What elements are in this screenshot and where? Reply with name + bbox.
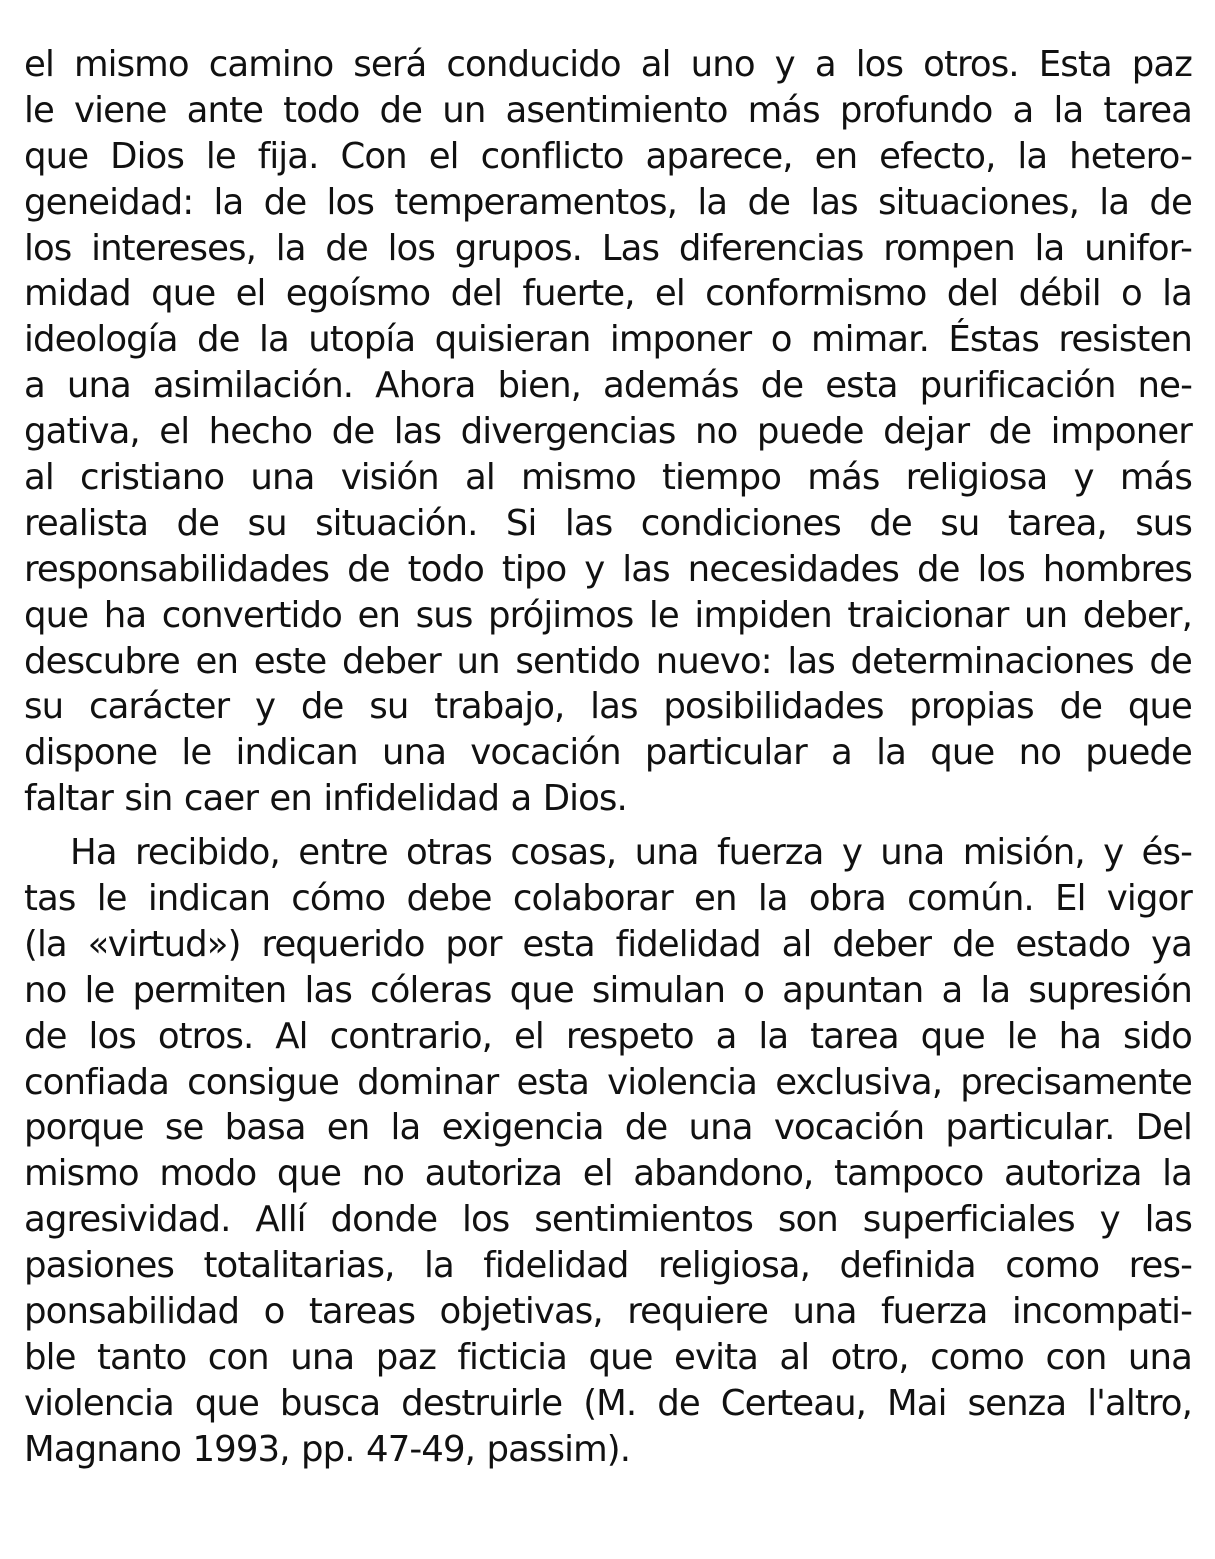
text-line: violencia que busca destruirle (M. de Certeau, Mai senza l'altro, bbox=[24, 1382, 1192, 1424]
text-line: responsabilidades de todo tipo y las necesidades de los hombres bbox=[24, 548, 1192, 590]
text-line: realista de su situación. Si las condiciones de su tarea, sus bbox=[24, 502, 1192, 544]
text-line: tas le indican cómo debe colaborar en la obra común. El vigor bbox=[24, 878, 1192, 920]
text-line: su carácter y de su trabajo, las posibilidades propias de que bbox=[24, 686, 1192, 728]
paragraph-gap bbox=[24, 822, 1192, 830]
text-line: faltar sin caer en infidelidad a Dios. bbox=[24, 778, 627, 820]
paragraph-1 bbox=[24, 42, 1192, 822]
text-line: le viene ante todo de un asentimiento más profundo a la tarea bbox=[24, 89, 1192, 131]
text-line: el mismo camino será conducido al uno y a los otros. Esta paz bbox=[24, 44, 1192, 85]
text-line: los intereses, la de los grupos. Las diferencias rompen la unifor- bbox=[24, 227, 1192, 269]
text-line: confiada consigue dominar esta violencia exclusiva, precisamente bbox=[24, 1061, 1192, 1103]
text-line: gativa, el hecho de las divergencias no puede dejar de imponer bbox=[24, 411, 1192, 453]
text-line: al cristiano una visión al mismo tiempo más religiosa y más bbox=[24, 457, 1192, 499]
text-line: ponsabilidad o tareas objetivas, requiere una fuerza incompati- bbox=[24, 1291, 1192, 1333]
text-line: geneidad: la de los temperamentos, la de las situaciones, la de bbox=[24, 181, 1192, 223]
text-line: ble tanto con una paz ficticia que evita al otro, como con una bbox=[24, 1336, 1192, 1378]
text-line: (la «virtud») requerido por esta fidelidad al deber de estado ya bbox=[24, 923, 1192, 965]
text-line: no le permiten las cóleras que simulan o apuntan a la supresión bbox=[24, 969, 1192, 1011]
text-line: Magnano 1993, pp. 47-49, passim). bbox=[24, 1428, 631, 1470]
text-line: a una asimilación. Ahora bien, además de esta purificación ne- bbox=[24, 365, 1192, 407]
text-line: de los otros. Al contrario, el respeto a la tarea que le ha sido bbox=[24, 1015, 1192, 1057]
document-page bbox=[24, 42, 1192, 1473]
text-line: porque se basa en la exigencia de una vocación particular. Del bbox=[24, 1107, 1192, 1149]
text-line: Ha recibido, entre otras cosas, una fuerza y una misión, y és- bbox=[70, 832, 1192, 874]
text-line: ideología de la utopía quisieran imponer o mimar. Éstas resisten bbox=[24, 319, 1192, 361]
text-line: dispone le indican una vocación particular a la que no puede bbox=[24, 732, 1192, 774]
text-line: mismo modo que no autoriza el abandono, tampoco autoriza la bbox=[24, 1153, 1192, 1195]
text-line: que Dios le fija. Con el conflicto aparece, en efecto, la hetero- bbox=[24, 135, 1192, 177]
text-line: midad que el egoísmo del fuerte, el conformismo del débil o la bbox=[24, 273, 1192, 315]
text-line: que ha convertido en sus prójimos le impiden traicionar un deber, bbox=[24, 594, 1192, 636]
text-line: descubre en este deber un sentido nuevo: las determinaciones de bbox=[24, 640, 1192, 682]
text-line: agresividad. Allí donde los sentimientos son superficiales y las bbox=[24, 1199, 1192, 1241]
paragraph-2 bbox=[24, 830, 1192, 1472]
text-line: pasiones totalitarias, la fidelidad religiosa, definida como res- bbox=[24, 1245, 1192, 1287]
